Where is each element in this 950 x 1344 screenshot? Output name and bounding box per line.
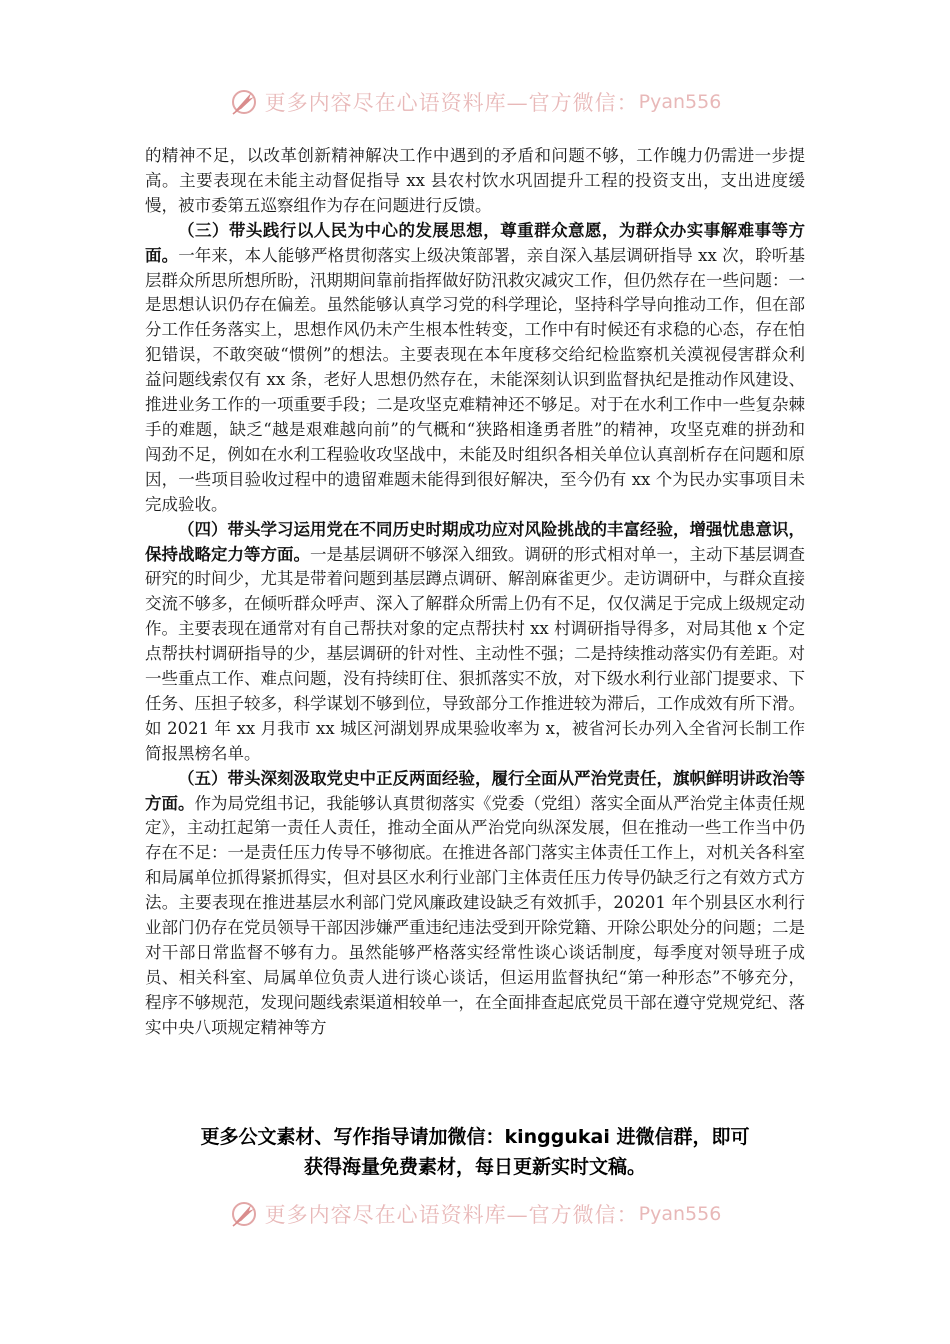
paragraph-1-text: 的精神不足，以改革创新精神解决工作中遇到的矛盾和问题不够，工作魄力仍需进一步提高。主要表现在未能主动督促指导 xx 县农村饮水巩固提升工程的投资支出，支出进度缓慢，被市委第五巡察组作为存在问题进行反馈。 [145,146,805,215]
section-5-heading: （五）带头深刻汲取党史中正反两面经验，履行全面从严治党责任，旗帜鲜明讲政治等方面。 [145,768,805,813]
section-3-text: 一年来，本人能够严格贯彻落实上级决策部署，亲自深入基层调研指导 xx 次，聆听基层群众所思所想所盼，汛期期间靠前指挥做好防汛救灾减灾工作，但仍然存在一些问题：一是思想认识仍存在偏差。虽然能够认真学习党的科学理论，坚持科学导向推动工作，但在部分工作任务落实上，思想作风仍未产生根本性转变，工作中有时候还有求稳的心态，存在怕犯错误，不敢突破“惯例”的想法。主要表现在本年度移交给纪检监察机关漠视侵害群众利益问题线索仅有 xx 条，老好人思想仍然存在，未能深刻认识到监督执纪是推动作风建设、推进业务工作的一项重要手段；二是攻坚克难精神还不够足。对于在水利工作中一些复杂棘手的难题，缺乏“越是艰难越向前”的气概和“狭路相逢勇者胜”的精神，攻坚克难的拼劲和闯劲不足，例如在水利工程验收攻坚战中，未能及时组织各相关单位认真剖析存在问题和原因，一些项目验收过程中的遗留难题未能得到很好解决，至今仍有 xx 个为民办实事项目未完成验收。 [145,245,805,514]
quill-logo-icon [229,87,259,117]
document-body [145,144,805,1041]
watermark-text: 更多内容尽在心语资料库—官方微信： [264,1203,639,1227]
paragraph-4 [145,767,805,1041]
quill-logo-icon [229,1199,259,1229]
paragraph-2 [145,219,805,518]
section-3-heading: （三）带头践行以人民为中心的发展思想，尊重群众意愿，为群众办实事解难事等方面。 [145,220,805,265]
watermark-wechat-id: Pyan556 [638,91,722,113]
promo-banner [140,1122,810,1182]
paragraph-1 [145,144,805,219]
watermark-text: 更多内容尽在心语资料库—官方微信： [264,91,639,115]
section-4-text: 一是基层调研不够深入细致。调研的形式相对单一，主动下基层调查研究的时间少，尤其是带着问题到基层蹲点调研、解剖麻雀更少。走访调研中，与群众直接交流不够多，在倾听群众呼声、深入了解群众所需上仍有不足，仅仅满足于完成上级规定动作。主要表现在通常对有自己帮扶对象的定点帮扶村 xx 村调研指导得多，对局其他 x 个定点帮扶村调研指导的少，基层调研的针对性、主动性不强；二是持续推动落实仍有差距。对一些重点工作、难点问题，没有持续盯住、狠抓落实不放，对下级水利行业部门提要求、下任务、压担子较多，科学谋划不够到位，导致部分工作推进较为滞后，工作成效有所下滑。如 2021 年 xx 月我市 xx 城区河湖划界成果验收率为 x，被省河长办列入全省河长制工作简报黑榜名单。 [145,544,805,763]
paragraph-3 [145,518,805,767]
section-5-text: 作为局党组书记，我能够认真贯彻落实《党委（党组）落实全面从严治党主体责任规定》，主动扛起第一责任人责任，推动全面从严治党向纵深发展，但在推动一些工作当中仍存在不足：一是责任压力传导不够彻底。在推进各部门落实主体责任工作上，对机关各科室和局属单位抓得紧抓得实，但对县区水利行业部门主体责任压力传导仍缺乏行之有效方式方法。主要表现在推进基层水利部门党风廉政建设缺乏有效抓手，20201 年个别县区水利行业部门仍存在党员领导干部因涉嫌严重违纪违法受到开除党籍、开除公职处分的问题；二是对干部日常监督不够有力。虽然能够严格落实经常性谈心谈话制度，每季度对领导班子成员、相关科室、局属单位负责人进行谈心谈话，但运用监督执纪“第一种形态”不够充分，程序不够规范，发现问题线索渠道相较单一，在全面排查起底党员干部在遵守党规党纪、落实中央八项规定精神等方 [145,793,805,1037]
footer-watermark [0,1194,950,1234]
section-4-heading: （四）带头学习运用党在不同历史时期成功应对风险挑战的丰富经验，增强忧患意识，保持战略定力等方面。 [145,519,805,564]
header-watermark [0,82,950,122]
promo-line-1: 更多公文素材、写作指导请加微信：kinggukai 进微信群，即可 [200,1126,750,1148]
promo-line-2: 获得海量免费素材，每日更新实时文稿。 [303,1156,646,1178]
watermark-wechat-id: Pyan556 [638,1203,722,1225]
